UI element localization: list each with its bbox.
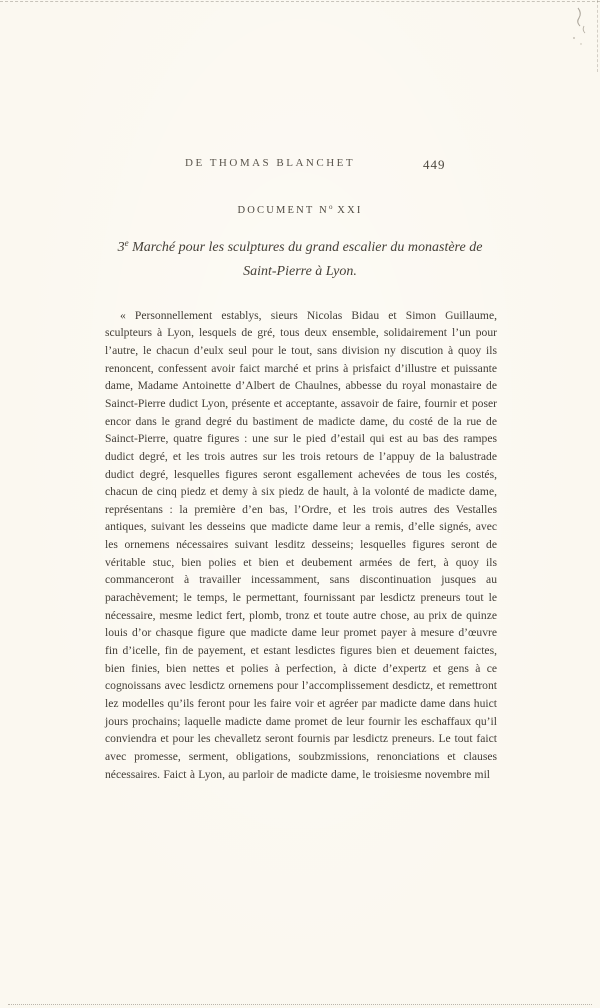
running-title: DE THOMAS BLANCHET xyxy=(185,157,356,169)
document-label-prefix: DOCUMENT N xyxy=(237,205,329,216)
heading-number-superscript: e xyxy=(124,238,129,248)
document-number-label xyxy=(105,203,495,216)
page-number: 449 xyxy=(423,157,446,172)
running-header xyxy=(105,157,495,173)
heading-text: Marché pour les sculptures du grand escalier du monastère de Saint-Pierre à Lyon. xyxy=(128,240,483,279)
heading-number: 3 xyxy=(117,240,125,255)
ink-smudge xyxy=(548,4,592,57)
paper-edge-right xyxy=(597,0,598,72)
body-paragraph: « Personnellement establys, sieurs Nicolas Bidau et Simon Guillaume, sculpteurs à Lyon, lesquels de gré, tous deux ensemble, solidairement l’un pour l’autre, le chacun d’eulx seul pour le tout, sans division ny discution à quoy ils renoncent, confessent avoir faict marché et prins à prisfaict d’illustre et puissante dame, Madame Antoinette d’Albert de Chaulnes, abbesse du royal monastaire de Sainct-Pierre dudict Lyon, présente et acceptante, assavoir de faire, fournir et poser encor dans le grand degré du bastiment de madicte dame, du costé de la rue de Sainct-Pierre, quatre figures : une sur le pied d’estail qui est au bas des rampes dudict degré, et les trois autres sur les trois retours de l’appuy de la balustrade dudict degré, lesquelles figures seront esgallement achevées de tous les costés, chacun de cinq piedz et demy à six piedz de hault, à la volonté de madicte dame, représentans : la première d’en bas, l’Ordre, et les trois autres des Vestalles antiques, suivant les desseins que madicte dame leur a remis, d’elle signés, avec les ornemens nécessaires suivant lesditz desseins; lesquelles figures seront de véritable stuc, bien polies et bien et deubement armées de fert, à quoy ils commanceront à travailler incessamment, sans discontinuation jusques au parachèvement; le temps, le permettant, fournissant par lesdictz preneurs tout le nécessaire, mesme ledict fert, plomb, tronz et toute autre chose, au prix de quinze louis d’or chasque figure que madicte dame leur promet payer à mesure d’œuvre fin d’icelle, fin de payement, et estant lesdictes figures bien et deuement faictes, bien finies, bien nettes et polies à perfection, à dicte d’expertz et gens à ce cognoissans avec lesdictz ornemens pour l’accomplissement desdictz, et remettront lez modelles qu’ils feront pour les faire voir et agréer par madicte dame dans huict jours prochains; laquelle madicte dame promet de leur fournir les eschaffaux qu’il conviendra et pour les chevalletz seront fournis par lesdictz preneurs. Le tout faict avec promesse, serment, obligations, soubzmissions, renonciations et clauses nécessaires. Faict à Lyon, au parloir de madicte dame, le troisiesme novembre mil xyxy=(105,308,497,781)
document-label-number: XXI xyxy=(332,205,363,216)
paper-edge-bottom xyxy=(8,1004,592,1005)
section-heading xyxy=(100,231,500,284)
paper-edge-top xyxy=(0,1,600,2)
document-label-superscript: o xyxy=(328,203,333,211)
